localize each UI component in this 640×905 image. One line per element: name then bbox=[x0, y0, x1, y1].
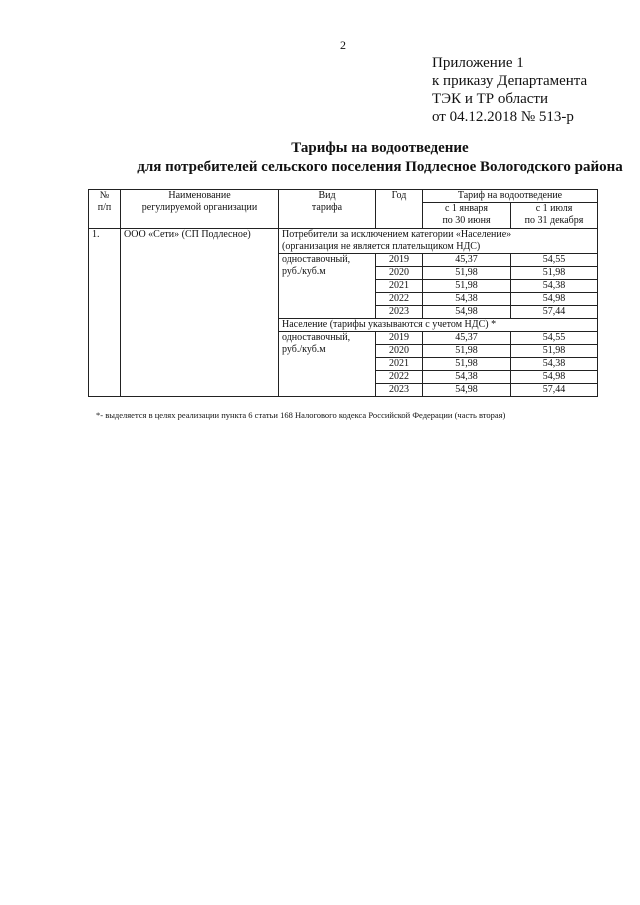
appendix-line-4: от 04.12.2018 № 513-р bbox=[432, 109, 574, 125]
table-row bbox=[89, 229, 598, 254]
first-half-value: 51,98 bbox=[423, 280, 511, 293]
first-half-value: 45,37 bbox=[423, 254, 511, 267]
second-half-value: 57,44 bbox=[511, 384, 598, 397]
header-tariff: Тариф на водоотведение bbox=[423, 190, 598, 203]
organization-name: ООО «Сети» (СП Подлесное) bbox=[121, 229, 279, 397]
group-2-label: Население (тарифы указываются с учетом НДС) * bbox=[279, 319, 598, 332]
year-cell: 2020 bbox=[376, 345, 423, 358]
appendix-reference bbox=[432, 54, 587, 126]
group-1-label: Потребители за исключением категории «Население» (организация не является плательщиком НДС) bbox=[279, 229, 598, 254]
second-half-value: 57,44 bbox=[511, 306, 598, 319]
second-half-value: 51,98 bbox=[511, 345, 598, 358]
year-cell: 2020 bbox=[376, 267, 423, 280]
year-cell: 2019 bbox=[376, 332, 423, 345]
header-first-half: с 1 января по 30 июня bbox=[423, 203, 511, 229]
first-half-value: 54,98 bbox=[423, 306, 511, 319]
group-2-tariff-kind: одноставочный, руб./куб.м bbox=[279, 332, 376, 397]
first-half-value: 54,98 bbox=[423, 384, 511, 397]
group-1-tariff-kind: одноставочный, руб./куб.м bbox=[279, 254, 376, 319]
header-second-half: с 1 июля по 31 декабря bbox=[511, 203, 598, 229]
second-half-value: 54,38 bbox=[511, 280, 598, 293]
year-cell: 2021 bbox=[376, 280, 423, 293]
first-half-value: 51,98 bbox=[423, 345, 511, 358]
header-number: № п/п bbox=[89, 190, 121, 229]
first-half-value: 54,38 bbox=[423, 371, 511, 384]
year-cell: 2023 bbox=[376, 384, 423, 397]
first-half-value: 51,98 bbox=[423, 267, 511, 280]
year-cell: 2021 bbox=[376, 358, 423, 371]
second-half-value: 54,98 bbox=[511, 371, 598, 384]
table-header-row bbox=[89, 190, 598, 203]
footnote: *- выделяется в целях реализации пункта 6 статьи 168 Налогового кодекса Российской Федерации (часть вторая) bbox=[96, 410, 506, 420]
second-half-value: 51,98 bbox=[511, 267, 598, 280]
second-half-value: 54,38 bbox=[511, 358, 598, 371]
title-line-2: для потребителей сельского поселения Подлесное Вологодского района bbox=[137, 159, 623, 175]
appendix-line-2: к приказу Департамента bbox=[432, 73, 588, 89]
title-line-1: Тарифы на водоотведение bbox=[291, 140, 469, 156]
page-number: 2 bbox=[340, 38, 346, 52]
document-title bbox=[60, 139, 640, 177]
first-half-value: 54,38 bbox=[423, 293, 511, 306]
second-half-value: 54,55 bbox=[511, 332, 598, 345]
year-cell: 2022 bbox=[376, 371, 423, 384]
year-cell: 2019 bbox=[376, 254, 423, 267]
header-year: Год bbox=[376, 190, 423, 229]
tariff-table bbox=[88, 189, 598, 397]
year-cell: 2022 bbox=[376, 293, 423, 306]
appendix-line-1: Приложение 1 bbox=[432, 55, 524, 71]
second-half-value: 54,55 bbox=[511, 254, 598, 267]
first-half-value: 51,98 bbox=[423, 358, 511, 371]
appendix-line-3: ТЭК и ТР области bbox=[432, 91, 548, 107]
second-half-value: 54,98 bbox=[511, 293, 598, 306]
year-cell: 2023 bbox=[376, 306, 423, 319]
row-number: 1. bbox=[89, 229, 121, 397]
header-organization: Наименование регулируемой организации bbox=[121, 190, 279, 229]
header-tariff-kind: Вид тарифа bbox=[279, 190, 376, 229]
first-half-value: 45,37 bbox=[423, 332, 511, 345]
